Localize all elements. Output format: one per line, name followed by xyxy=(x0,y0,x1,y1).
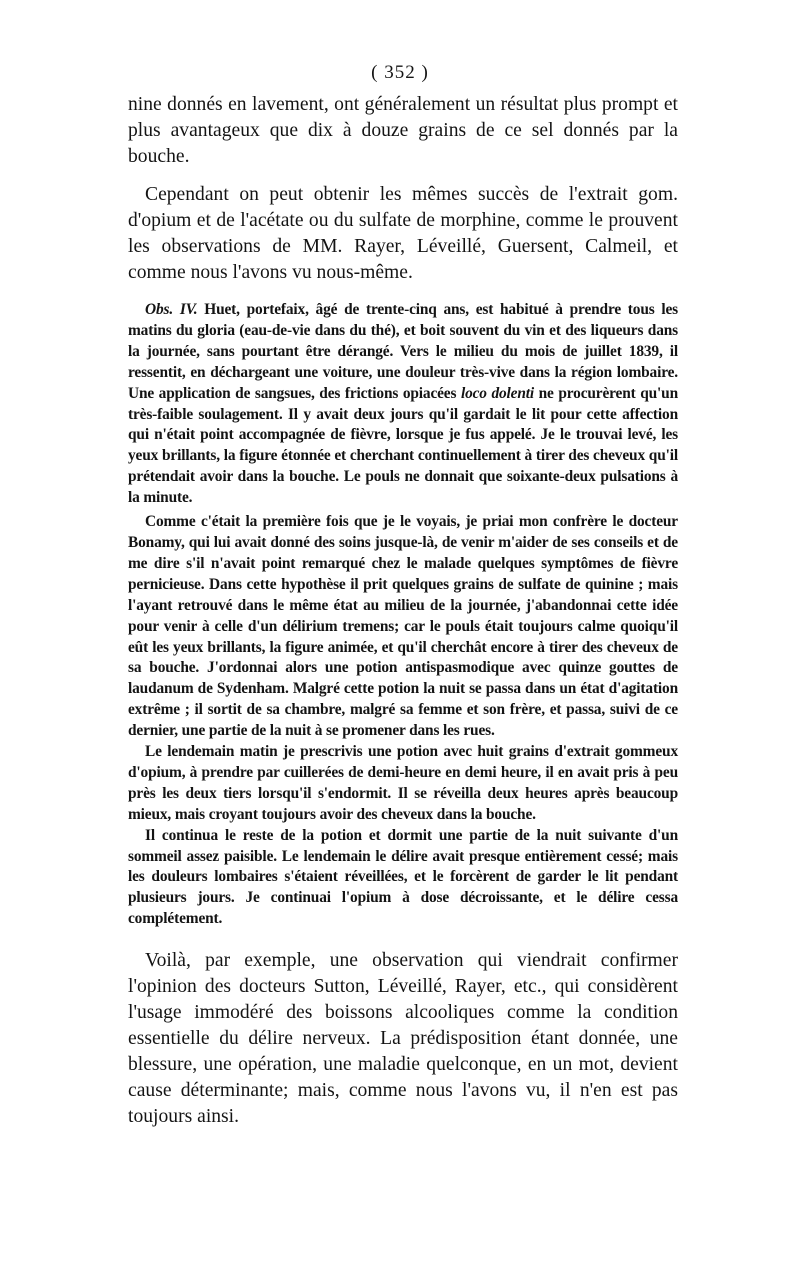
observation-label: Obs. IV. xyxy=(145,301,198,318)
latin-phrase: loco dolenti xyxy=(460,384,535,402)
paragraph-next-morning: Le lendemain matin je prescrivis une potion avec huit grains d'extrait gommeux d'opium, à prendre par cuillerées de demi-heure en demi heure, il en avait pris à peu près les deux tiers lorsqu'il s'endormit. Il se réveilla deux heures après beaucoup mieux, mais croyant toujours avoir des cheveux dans la bouche. xyxy=(128,743,678,823)
observation-text-part2: ne procurèrent qu'un très-faible soulagement. Il y avait deux jours qu'il gardait le lit pour cette affection qui n'était point accompagnée de fièvre, lorsque je fus appelé. Je le trouvai levé, les yeux brillants, la figure étonnée et cherchant continuellement à tirer des cheveux qu'il prétendait avoir dans la bouche. Le pouls ne donnait que soixante-deux pulsations à la minute. xyxy=(128,384,678,507)
observation-text-part1: Huet, portefaix, âgé de trente-cinq ans, est habitué à prendre tous les matins du gloria (eau-de-vie dans du thé), et boit souvent du vin et des liqueurs dans la journée, sans pourtant être dérangé. Vers le milieu du mois de juillet 1839, il ressentit, en déchargeant une voiture, une douleur très-vive dans la région lombaire. Une application de sangsues, des frictions opiacées xyxy=(128,301,678,402)
paragraph-bonamy: Comme c'était la première fois que je le voyais, je priai mon confrère le docteur Bonamy, qui lui avait donné des soins jusque-là, de venir m'aider de ses conseils et de me dire s'il n'avait point remarqué chez le malade quelques symptômes de fièvre pernicieuse. Dans cette hypothèse il prit quelques grains de sulfate de quinine ; mais l'ayant retrouvé dans le même état au milieu de la journée, j'abandonnai cette idée pour venir à celle d'un délirium tremens; car le pouls était toujours calme quoiqu'il eût les yeux brillants, la figure animée, et qu'il cherchât encore à tirer des cheveux de sa bouche. J'ordonnai alors une potion antispasmodique avec quinze gouttes de laudanum de Sydenham. Malgré cette potion la nuit se passa dans un état d'agitation extrême ; il sortit de sa chambre, malgré sa femme et son frère, et passa, suivi de ce dernier, une partie de la nuit à se promener dans les rues. xyxy=(128,513,678,740)
page-number: ( 352 ) xyxy=(371,62,429,83)
paragraph-continued-potion: Il continua le reste de la potion et dormit une partie de la nuit suivante d'un sommeil assez paisible. Le lendemain le délire avait presque entièrement cessé; mais les douleurs lombaires s'étaient réveillées, et le forcèrent de garder le lit pendant plusieurs jours. Je continuai l'opium à dose décroissante, et le délire cessa complétement. xyxy=(128,826,678,928)
observation-iv xyxy=(128,300,678,509)
paragraph-continuation: nine donnés en lavement, ont généralement un résultat plus prompt et plus avantageux que dix à douze grains de ce sel donnés par la bouche. xyxy=(128,94,678,167)
text-column xyxy=(128,92,678,1130)
paragraph-opium-extract: Cependant on peut obtenir les mêmes succès de l'extrait gom. d'opium et de l'acétate ou du sulfate de morphine, comme le prouvent les observations de MM. Rayer, Léveillé, Guersent, Calmeil, et comme nous l'avons vu nous-même. xyxy=(128,184,678,283)
paragraph-conclusion: Voilà, par exemple, une observation qui viendrait confirmer l'opinion des docteurs Sutton, Léveillé, Rayer, etc., qui considèrent l'usage immodéré des boissons alcooliques comme la condition essentielle du délire nerveux. La prédisposition étant donnée, une blessure, une opération, une maladie quelconque, en un mot, devient cause déterminante; mais, comme nous l'avons vu, il n'en est pas toujours ainsi. xyxy=(128,950,678,1128)
